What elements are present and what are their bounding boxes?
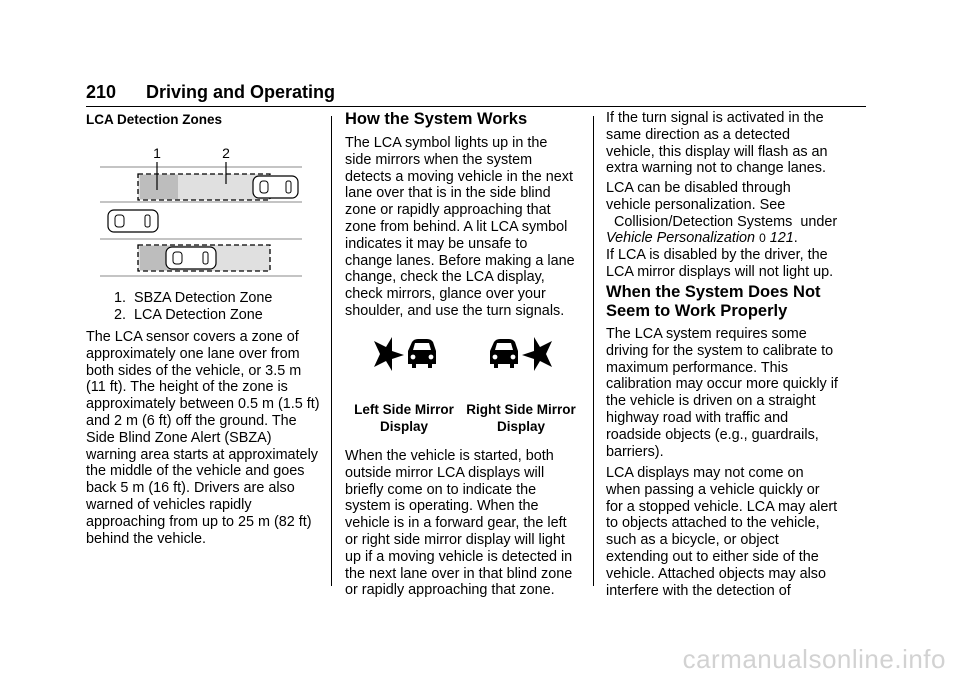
heading-not-working: When the System Does Not Seem to Work Properly [606, 283, 821, 320]
legend-item-1: 1. SBZA Detection Zone [114, 290, 273, 306]
vehicle-bottom-lane [166, 247, 216, 269]
calibration-paragraph: The LCA system requires some driving for the system to calibrate to maximum performance. This calibration may occur more quickly if the vehicle is driven on a straight highway road with traffic and roadside objects (e.g., guardrails, barriers). [606, 326, 838, 460]
section-title: Driving and Operating [146, 82, 336, 102]
heading-how-system-works: How the System Works [345, 110, 528, 128]
page-header [86, 82, 866, 107]
callout-2: 2 [222, 145, 230, 161]
turn-signal-paragraph: If the turn signal is activated in the same direction as a detected vehicle, this display will flash as an extra warning not to change lanes. [606, 110, 828, 177]
detection-zone-diagram [100, 140, 302, 280]
column-divider-1 [331, 116, 332, 586]
startup-paragraph: When the vehicle is started, both outside mirror LCA displays will briefly come on to indicate the system is operating. When the vehicle is in a forward gear, the left or right side mirror display will light up if a moving vehicle is detected in the next lane over in that blind zone or rapidly approaching that zone. [345, 448, 573, 599]
callout-1: 1 [153, 145, 161, 161]
vehicle-personalization-ref: Vehicle Personalization [606, 230, 756, 247]
limitations-paragraph: LCA displays may not come on when passing a vehicle quickly or for a stopped vehicle. LCA may alert to objects attached to the vehicle, such as a bicycle, or object extending out to either side of the vehicle. Attached objects may also interfere with the detection of [606, 465, 838, 599]
legend-item-2: 2. LCA Detection Zone [114, 307, 263, 323]
column-divider-2 [593, 116, 594, 586]
host-vehicle [108, 210, 158, 232]
sbza-zone-top [140, 175, 178, 199]
watermark: carmanualsonline.info [682, 644, 946, 674]
subheading-lca-zones: LCA Detection Zones [86, 112, 223, 127]
disable-paragraph: LCA can be disabled through vehicle personalization. See Collision/Detection Systems under Vehicle Personalization 0 121. If LCA is disabled by the driver, the LCA mirror displays will not light up. [606, 180, 838, 280]
page-ref-icon: 0 [759, 231, 766, 246]
lca-coverage-paragraph: The LCA sensor covers a zone of approximately one lane over from both sides of the vehicle, or 3.5 m (11 ft). The height of the zone is approximately between 0.5 m (1.5 ft) and 2 m (6 ft) off the ground. The Side Blind Zone Alert (SBZA) warning area starts at approximately the middle of the vehicle and goes back 5 m (16 ft). Drivers are also warned of vehicles rapidly approaching from up to 25 m (82 ft) behind the vehicle. [86, 329, 320, 547]
page-ref-link[interactable]: 121 [769, 230, 794, 247]
how-works-paragraph: The LCA symbol lights up in the side mirrors when the system detects a moving vehicle in the next lane over that is in the side blind zone or rapidly approaching that zone from behind. A lit LCA symbol indicates it may be unsafe to change lanes. Before making a lane change, check the LCA display, check mirrors, glance over your shoulder, and use the turn signals. [345, 135, 575, 319]
vehicle-top-lane [253, 176, 298, 198]
left-mirror-caption: Left Side Mirror Display [354, 402, 454, 434]
page-number: 210 [86, 82, 117, 102]
right-mirror-caption: Right Side Mirror Display [466, 402, 576, 434]
right-mirror-lca-icon [490, 337, 552, 371]
left-mirror-lca-icon [374, 337, 436, 371]
